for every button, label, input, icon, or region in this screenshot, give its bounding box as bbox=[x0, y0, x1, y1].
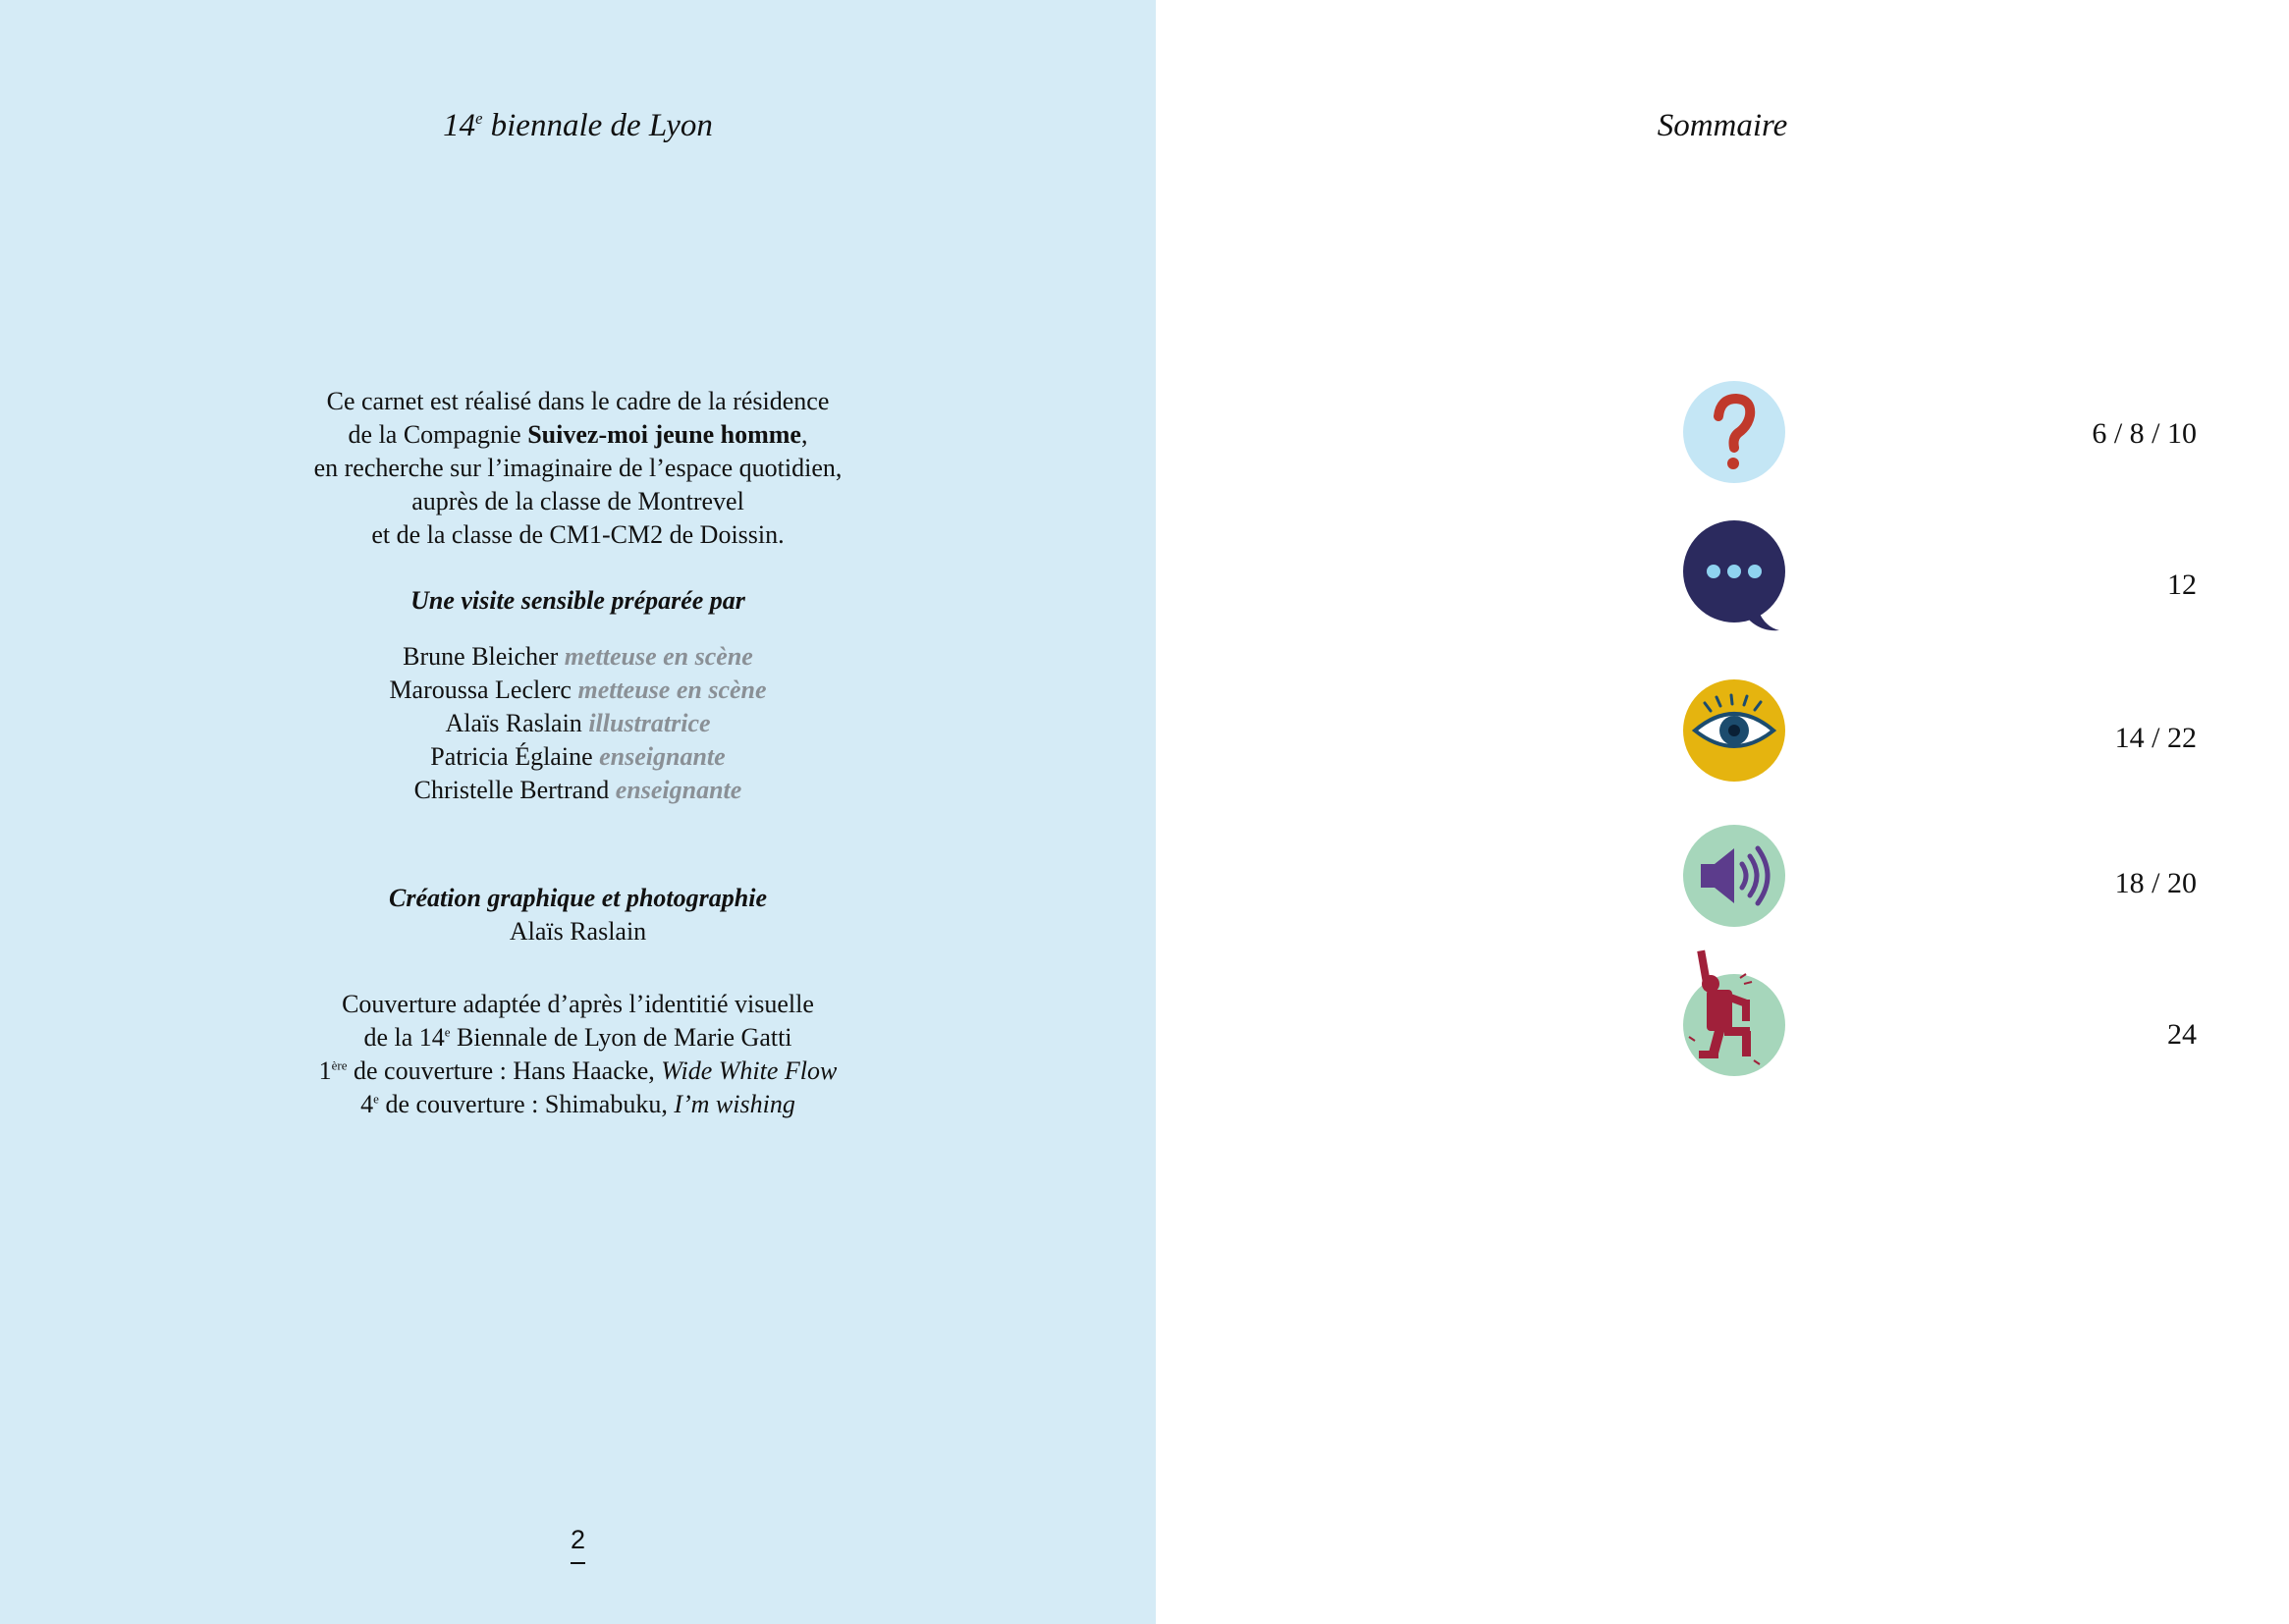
biennale-title: 14e biennale de Lyon bbox=[443, 108, 713, 143]
dancing-figure-icon bbox=[1681, 966, 1787, 1072]
toc-pages: 6 / 8 / 10 bbox=[2092, 417, 2197, 450]
prepared-by-heading: Une visite sensible préparée par bbox=[410, 586, 745, 615]
question-mark-icon bbox=[1681, 373, 1787, 479]
toc-row[interactable] bbox=[1156, 373, 2289, 481]
person-entry: Maroussa Leclerc metteuse en scène bbox=[389, 676, 767, 704]
sommaire-title: Sommaire bbox=[1657, 108, 1788, 143]
speech-bubble-icon bbox=[1681, 518, 1787, 624]
right-page bbox=[1156, 0, 2289, 1624]
graphic-design-heading: Création graphique et photographie bbox=[389, 884, 767, 912]
toc-row[interactable] bbox=[1156, 518, 2289, 626]
toc-row[interactable] bbox=[1156, 817, 2289, 925]
toc-pages: 24 bbox=[2167, 1018, 2197, 1051]
toc-pages: 12 bbox=[2167, 568, 2197, 601]
cover-credits: Couverture adaptée d’après l’identitié visuelle de la 14e Biennale de Lyon de Marie Gatti 1ère de couverture : Hans Haacke, Wide White Flow 4e de couverture : Shimabuku, I’m wishing bbox=[318, 990, 838, 1118]
toc-row[interactable] bbox=[1156, 966, 2289, 1074]
person-entry: Christelle Bertrand enseignante bbox=[413, 776, 742, 804]
toc-row[interactable] bbox=[1156, 672, 2289, 780]
speaker-icon bbox=[1681, 817, 1787, 923]
page-number: 2 bbox=[0, 1525, 1156, 1564]
person-entry: Alaïs Raslain illustratrice bbox=[445, 709, 711, 737]
person-entry: Brune Bleicher metteuse en scène bbox=[403, 642, 753, 671]
eye-icon bbox=[1681, 672, 1787, 778]
people-list bbox=[0, 640, 1156, 807]
company-name: Suivez-moi jeune homme bbox=[527, 420, 801, 449]
intro-paragraph: Ce carnet est réalisé dans le cadre de la résidence de la Compagnie Suivez-moi jeune homme, en recherche sur l’imaginaire de l’espace quotidien, auprès de la classe de Montrevel et de la classe de CM1-CM2 de Doissin. bbox=[313, 387, 843, 549]
toc-pages: 18 / 20 bbox=[2114, 867, 2197, 899]
graphic-designer-name: Alaïs Raslain bbox=[509, 917, 647, 946]
person-entry: Patricia Églaine enseignante bbox=[430, 742, 726, 771]
toc-pages: 14 / 22 bbox=[2114, 722, 2197, 754]
